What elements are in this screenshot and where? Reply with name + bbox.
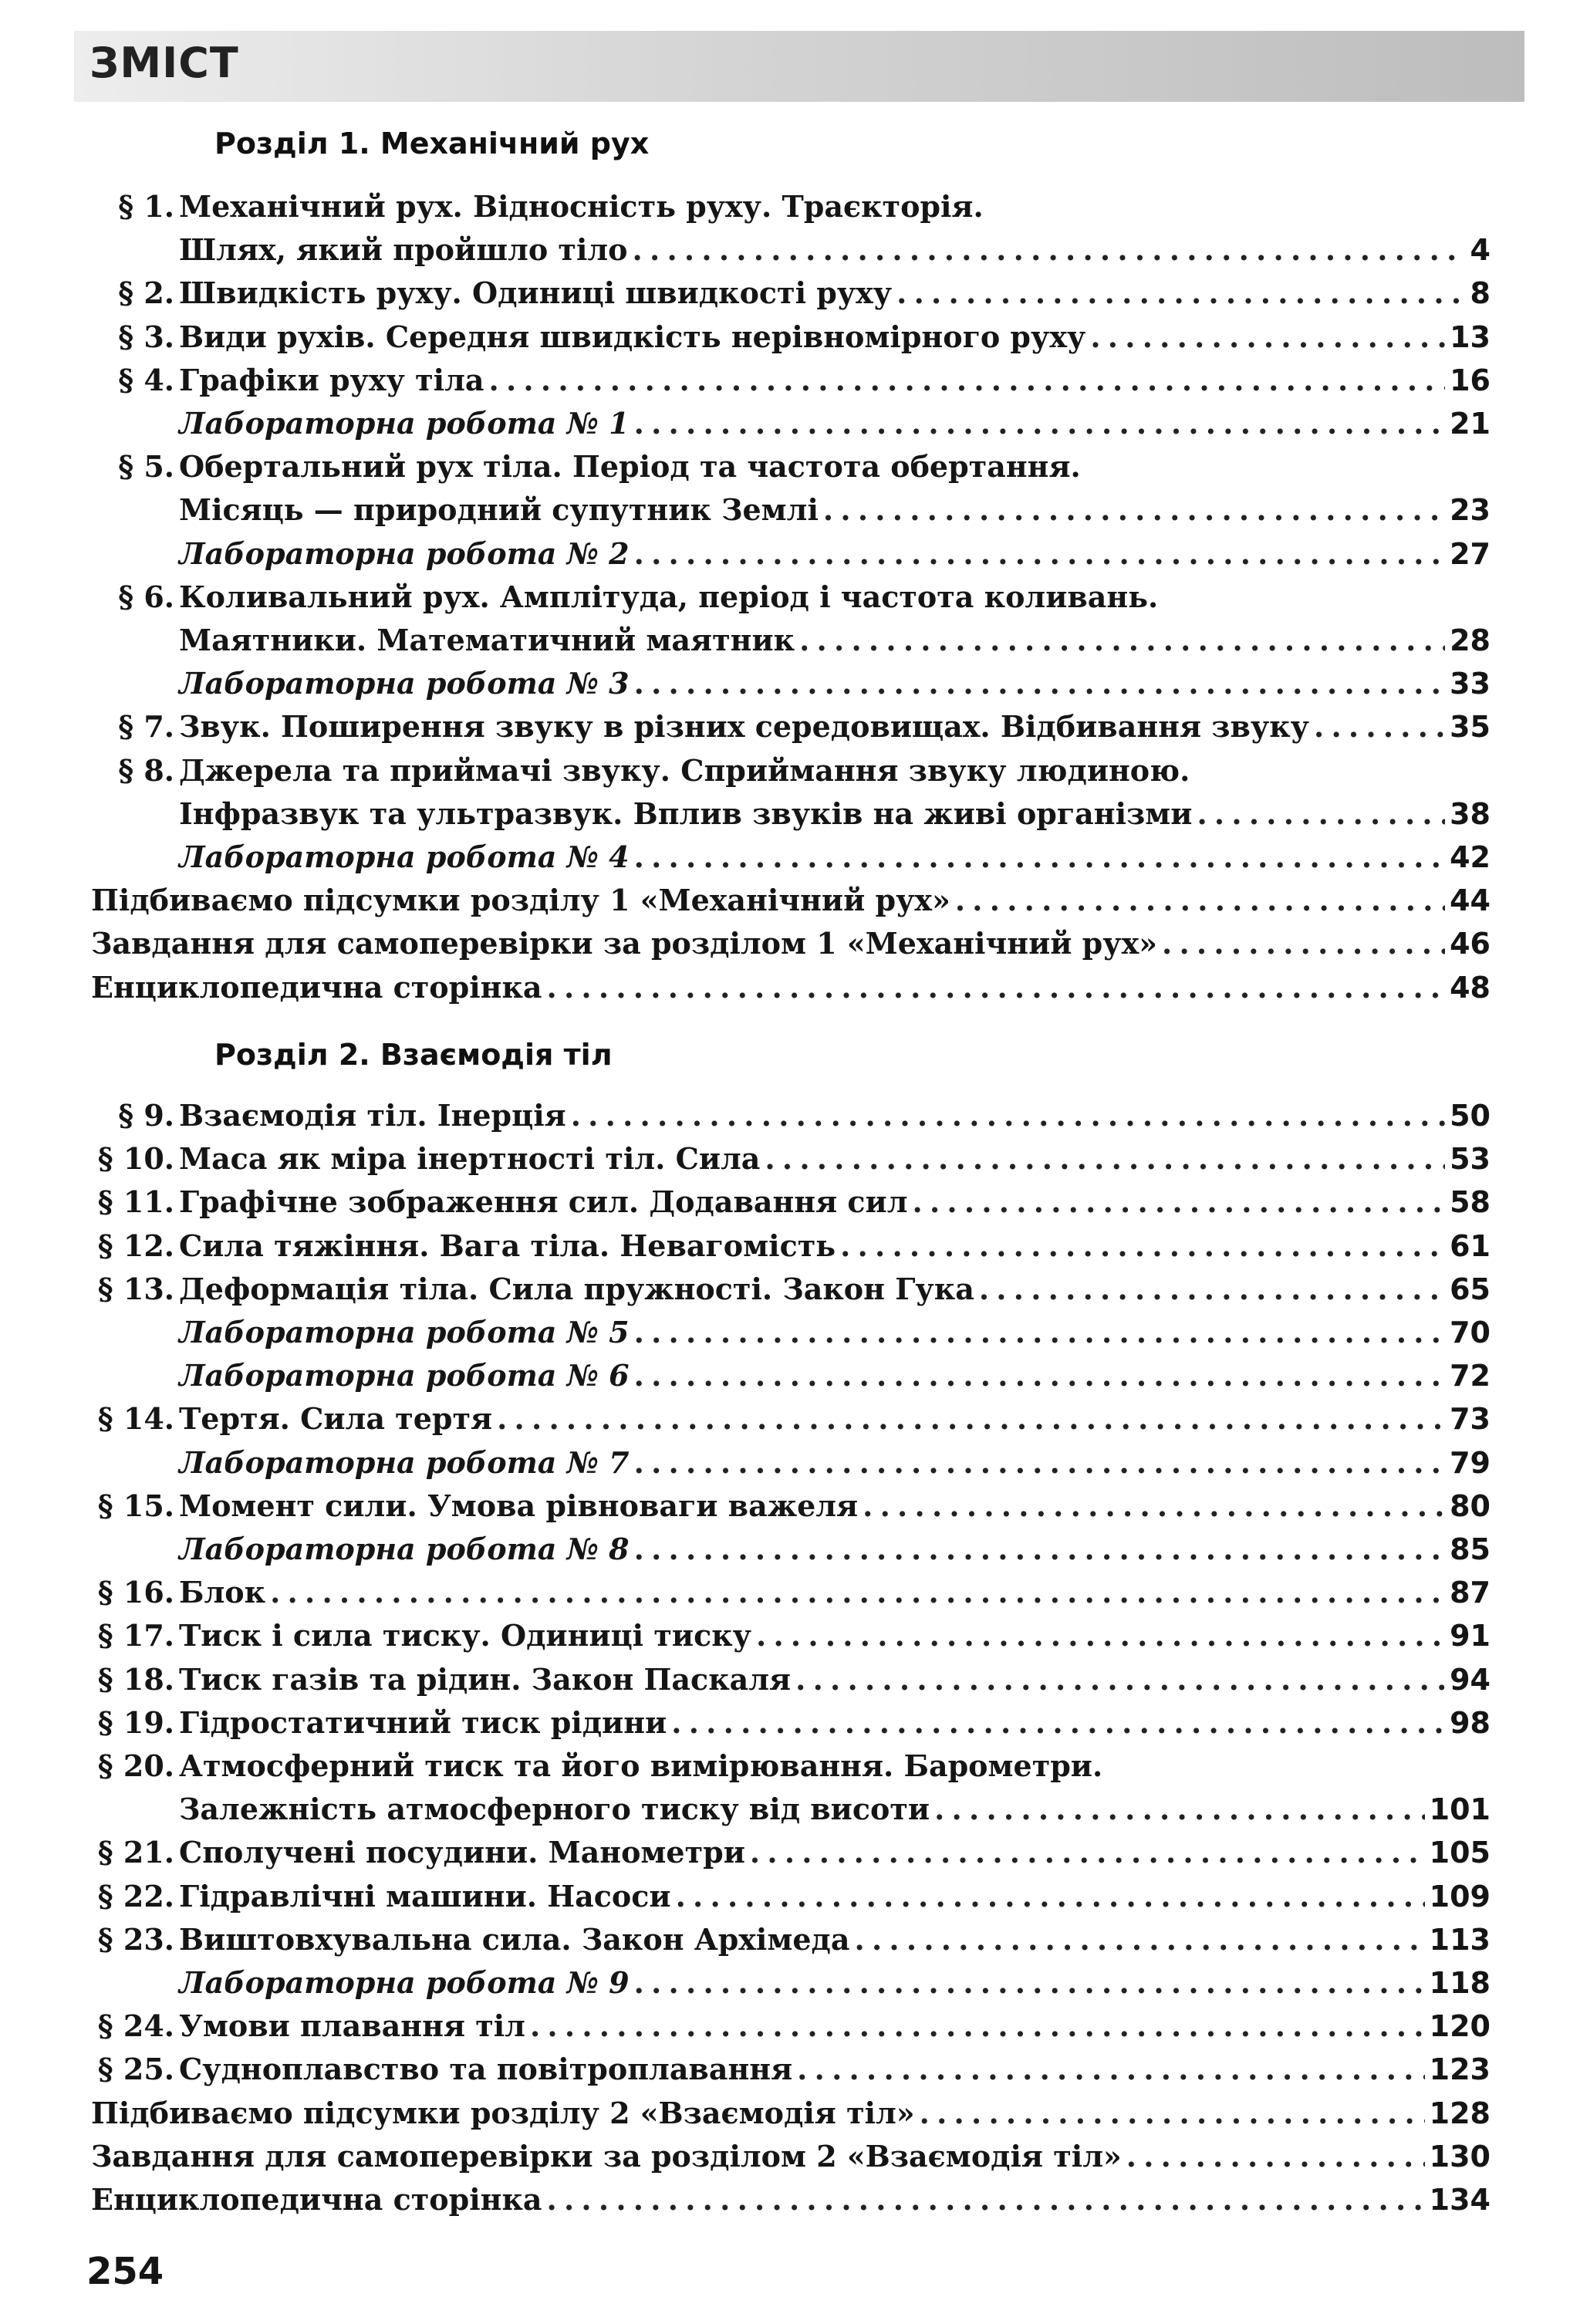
toc-entry [0, 185, 1580, 228]
toc-page-number: 42 [1450, 840, 1491, 874]
toc-entry [0, 2005, 1580, 2048]
toc-page-number: 33 [1450, 667, 1491, 701]
toc-entry-title: Тертя. Сила тертя [179, 1401, 493, 1437]
toc-entry-number: § 16. [97, 1575, 174, 1610]
toc-page-number: 48 [1450, 970, 1491, 1005]
toc-page-number: 46 [1450, 927, 1491, 961]
dot-leader [634, 402, 1445, 445]
toc-entry [0, 1831, 1580, 1874]
toc-page-number: 80 [1450, 1488, 1491, 1523]
dot-leader [1126, 2135, 1425, 2178]
dot-leader [913, 1181, 1446, 1224]
toc-entry-title: Гідростатичний тиск рідини [179, 1704, 667, 1740]
toc-entry-title: Умови плавання тіл [179, 2008, 525, 2044]
dot-leader [896, 272, 1465, 315]
toc-entry [0, 272, 1580, 315]
toc-entry-title: Маса як міра інертності тіл. Сила [179, 1141, 761, 1177]
dot-leader [799, 619, 1445, 662]
toc-page-number: 73 [1450, 1402, 1491, 1437]
toc-entry-number: § 5. [118, 449, 174, 485]
toc-entry-title: Механічний рух. Відносність руху. Траєкторія. [179, 189, 984, 224]
dot-leader [795, 1658, 1445, 1701]
toc-page-number: 28 [1450, 623, 1491, 657]
toc-entry-title: Сила тяжіння. Вага тіла. Невагомість [179, 1228, 836, 1263]
dot-leader [756, 1614, 1445, 1657]
toc-entry-number: § 18. [97, 1661, 174, 1697]
toc-entry [0, 1181, 1580, 1224]
toc-entry-title: Місяць — природний супутник Землі [179, 492, 819, 528]
toc-entry [0, 1397, 1580, 1441]
toc-entry-number: § 11. [97, 1184, 174, 1220]
lab-work-title: Лабораторна робота № 1 [179, 406, 630, 441]
toc-entry-title: Графічне зображення сил. Додавання сил [179, 1184, 908, 1220]
dot-leader [1197, 792, 1445, 836]
toc-entry [0, 662, 1580, 705]
toc-entry [0, 532, 1580, 576]
dot-leader [634, 1441, 1445, 1485]
dot-leader [530, 2005, 1425, 2048]
toc-entry [0, 1528, 1580, 1571]
toc-entry-number: § 15. [97, 1488, 174, 1523]
toc-entry-title: Підбиваємо підсумки розділу 1 «Механічний рух» [91, 883, 950, 918]
toc-page-number: 134 [1429, 2183, 1491, 2217]
dot-leader [676, 1875, 1425, 1918]
toc-page-number: 120 [1429, 2009, 1491, 2044]
toc-page-number: 128 [1429, 2096, 1491, 2130]
toc-entry-number: § 13. [97, 1271, 174, 1306]
toc-entry [0, 836, 1580, 879]
toc-entry [0, 749, 1580, 792]
lab-work-title: Лабораторна робота № 4 [179, 839, 630, 874]
page-number: 254 [86, 2250, 164, 2293]
toc-page-number: 58 [1450, 1185, 1491, 1220]
toc-page-number: 21 [1450, 407, 1491, 441]
toc-page-number: 118 [1429, 1966, 1491, 2000]
toc-entry-title: Завдання для самоперевірки за розділом 1 «Механічний рух» [91, 926, 1157, 961]
toc-entry-title: Залежність атмосферного тиску від висоти [179, 1792, 930, 1827]
dot-leader [634, 1528, 1445, 1571]
toc-entry-title: Інфразвук та ультразвук. Вплив звуків на живі організми [179, 795, 1193, 831]
lab-work-title: Лабораторна робота № 7 [179, 1444, 630, 1480]
toc-entry-title: Атмосферний тиск та його вимірювання. Барометри. [179, 1748, 1103, 1783]
toc-entry-title: Тиск газів та рідин. Закон Паскаля [179, 1661, 792, 1697]
dot-leader [270, 1571, 1445, 1614]
toc-page-number: 94 [1450, 1662, 1491, 1697]
toc-page-number: 123 [1429, 2052, 1491, 2087]
lab-work-title: Лабораторна робота № 8 [179, 1532, 630, 1566]
toc-page-number: 105 [1429, 1836, 1491, 1870]
toc-entry-number: § 4. [118, 362, 174, 397]
toc-page-number: 65 [1450, 1272, 1491, 1306]
toc-entry-title: Момент сили. Умова рівноваги важеля [179, 1488, 859, 1523]
toc-page-number: 50 [1450, 1099, 1491, 1133]
toc-entry-title: Енциклопедична сторінка [91, 2182, 542, 2217]
dot-leader [634, 836, 1445, 879]
dot-leader [823, 488, 1445, 532]
toc-entry [0, 1701, 1580, 1745]
toc-entry-number: § 1. [118, 189, 174, 224]
toc-entry [0, 966, 1580, 1009]
toc-entry [0, 2135, 1580, 2178]
toc-entry [0, 1485, 1580, 1528]
toc-entry-title: Завдання для самоперевірки за розділом 2 «Взаємодія тіл» [91, 2138, 1122, 2174]
toc-page-number: 23 [1450, 493, 1491, 528]
dot-leader [750, 1831, 1425, 1874]
lab-work-title: Лабораторна робота № 5 [179, 1315, 630, 1349]
dot-leader [547, 2178, 1425, 2221]
toc-page-number: 70 [1450, 1316, 1491, 1349]
dot-leader [855, 1918, 1425, 1961]
toc-entry-title: Гідравлічні машини. Насоси [179, 1878, 671, 1914]
lab-work-title: Лабораторна робота № 6 [179, 1358, 630, 1393]
dot-leader [1162, 922, 1445, 965]
toc-entry-title: Шлях, який пройшло тіло [179, 232, 628, 268]
toc-page-number: 16 [1450, 363, 1491, 397]
toc-page-number: 8 [1470, 276, 1491, 311]
toc-entry-number: § 2. [118, 275, 174, 311]
toc-page-number: 38 [1450, 796, 1491, 831]
lab-work-title: Лабораторна робота № 3 [179, 666, 630, 701]
toc-entry [0, 1614, 1580, 1657]
toc-entry [0, 1137, 1580, 1181]
section-1-title: Розділ 1. Механічний рух [214, 127, 650, 160]
toc-entry [0, 488, 1580, 532]
toc-entry-title: Швидкість руху. Одиниці швидкості руху [179, 275, 893, 311]
toc-entry [0, 1788, 1580, 1831]
toc-page-number: 61 [1450, 1228, 1491, 1263]
toc-entry [0, 1745, 1580, 1788]
toc-entry [0, 1311, 1580, 1354]
section-2-title: Розділ 2. Взаємодія тіл [214, 1038, 613, 1072]
dot-leader [1314, 705, 1445, 748]
toc-entry-title: Енциклопедична сторінка [91, 969, 542, 1005]
toc-page-number: 85 [1450, 1532, 1491, 1566]
dot-leader [489, 359, 1446, 402]
toc-entry [0, 922, 1580, 965]
toc-page-number: 27 [1450, 536, 1491, 571]
toc-entry-number: § 23. [97, 1921, 174, 1957]
toc-entry [0, 402, 1580, 445]
toc-entry [0, 1094, 1580, 1137]
lab-work-title: Лабораторна робота № 9 [179, 1965, 630, 2000]
toc-entry-title: Маятники. Математичний маятник [179, 623, 795, 657]
toc-page-number: 13 [1450, 319, 1491, 354]
toc-entry [0, 705, 1580, 748]
dot-leader [634, 662, 1445, 705]
toc-entry [0, 1961, 1580, 2005]
toc-entry [0, 2048, 1580, 2091]
toc-entry-title: Графіки руху тіла [179, 362, 484, 397]
toc-page-number: 44 [1450, 883, 1491, 918]
toc-entry-title: Підбиваємо підсумки розділу 2 «Взаємодія тіл» [91, 2095, 915, 2130]
toc-entry-number: § 8. [118, 752, 174, 788]
dot-leader [840, 1224, 1445, 1268]
toc-entry-title: Блок [179, 1575, 266, 1610]
toc-entry [0, 1441, 1580, 1485]
dot-leader [633, 228, 1466, 272]
toc-entry-number: § 21. [97, 1835, 174, 1870]
dot-leader [797, 2048, 1425, 2091]
dot-leader [979, 1268, 1445, 1311]
toc-entry-number: § 12. [97, 1228, 174, 1263]
toc-page-number: 91 [1450, 1619, 1491, 1653]
toc-entry [0, 445, 1580, 488]
toc-entry [0, 1354, 1580, 1397]
toc-entry [0, 619, 1580, 662]
toc-page-number: 130 [1429, 2139, 1491, 2174]
toc-entry-number: § 19. [97, 1704, 174, 1740]
toc-entry-number: § 14. [97, 1401, 174, 1437]
dot-leader [497, 1397, 1445, 1441]
toc-entry-number: § 6. [118, 579, 174, 614]
toc-page-number: 87 [1450, 1576, 1491, 1610]
toc-page-number: 113 [1429, 1922, 1491, 1957]
toc-entry-title: Деформація тіла. Сила пружності. Закон Гука [179, 1271, 974, 1306]
toc-entry-number: § 7. [118, 709, 174, 745]
dot-leader [547, 966, 1446, 1009]
dot-leader [863, 1485, 1445, 1528]
toc-entry-title: Види рухів. Середня швидкість нерівномірного руху [179, 319, 1086, 354]
toc-entry-number: § 20. [97, 1748, 174, 1783]
toc-entry-number: § 25. [97, 2052, 174, 2087]
toc-page-number: 4 [1470, 233, 1491, 268]
toc-entry [0, 2178, 1580, 2221]
toc-entry-number: § 17. [97, 1618, 174, 1653]
toc-entry [0, 2092, 1580, 2135]
contents-title: ЗМІСТ [89, 39, 239, 87]
toc-page-number: 72 [1450, 1359, 1491, 1393]
toc-entry-number: § 3. [118, 319, 174, 354]
toc-page-number: 53 [1450, 1142, 1491, 1177]
lab-work-title: Лабораторна робота № 2 [179, 535, 630, 571]
toc-page-number: 101 [1429, 1792, 1491, 1827]
toc-entry-title: Взаємодія тіл. Інерція [179, 1098, 566, 1133]
toc-page-number: 79 [1450, 1445, 1491, 1480]
toc-entry-title: Обертальний рух тіла. Період та частота обертання. [179, 449, 1081, 485]
toc-entry [0, 1268, 1580, 1311]
dot-leader [920, 2092, 1425, 2135]
toc-entry-number: § 10. [97, 1141, 174, 1177]
toc-entry [0, 1875, 1580, 1918]
dot-leader [671, 1701, 1445, 1745]
toc-entry [0, 792, 1580, 836]
dot-leader [955, 879, 1445, 922]
toc-entry-title: Коливальний рух. Амплітуда, період і частота коливань. [179, 579, 1159, 614]
toc-page-number: 109 [1429, 1879, 1491, 1914]
toc-entry [0, 316, 1580, 359]
toc-entry-title: Сполучені посудини. Манометри [179, 1835, 745, 1870]
toc-entry-title: Джерела та приймачі звуку. Сприймання звуку людиною. [179, 752, 1190, 788]
dot-leader [634, 532, 1445, 576]
contents-header-band [74, 31, 1524, 102]
toc-entry-number: § 22. [97, 1878, 174, 1914]
toc-entry [0, 1571, 1580, 1614]
toc-entry-title: Звук. Поширення звуку в різних середовищах. Відбивання звуку [179, 709, 1310, 745]
dot-leader [1090, 316, 1445, 359]
dot-leader [571, 1094, 1445, 1137]
toc-entry [0, 879, 1580, 922]
toc-entry [0, 1918, 1580, 1961]
toc-entry [0, 228, 1580, 272]
dot-leader [634, 1311, 1445, 1354]
toc-page-number: 35 [1450, 710, 1491, 745]
toc-entry [0, 576, 1580, 619]
toc-entry-number: § 9. [118, 1098, 174, 1133]
toc-entry [0, 359, 1580, 402]
toc-entry [0, 1658, 1580, 1701]
toc-entry-number: § 24. [97, 2008, 174, 2044]
dot-leader [765, 1137, 1445, 1181]
dot-leader [934, 1788, 1425, 1831]
dot-leader [634, 1354, 1445, 1397]
toc-entry-title: Виштовхувальна сила. Закон Архімеда [179, 1921, 850, 1957]
toc-entry-title: Тиск і сила тиску. Одиниці тиску [179, 1618, 751, 1653]
toc-entry-title: Судноплавство та повітроплавання [179, 2052, 793, 2087]
dot-leader [634, 1961, 1425, 2005]
toc-entry [0, 1224, 1580, 1268]
toc-page-number: 98 [1450, 1705, 1491, 1740]
